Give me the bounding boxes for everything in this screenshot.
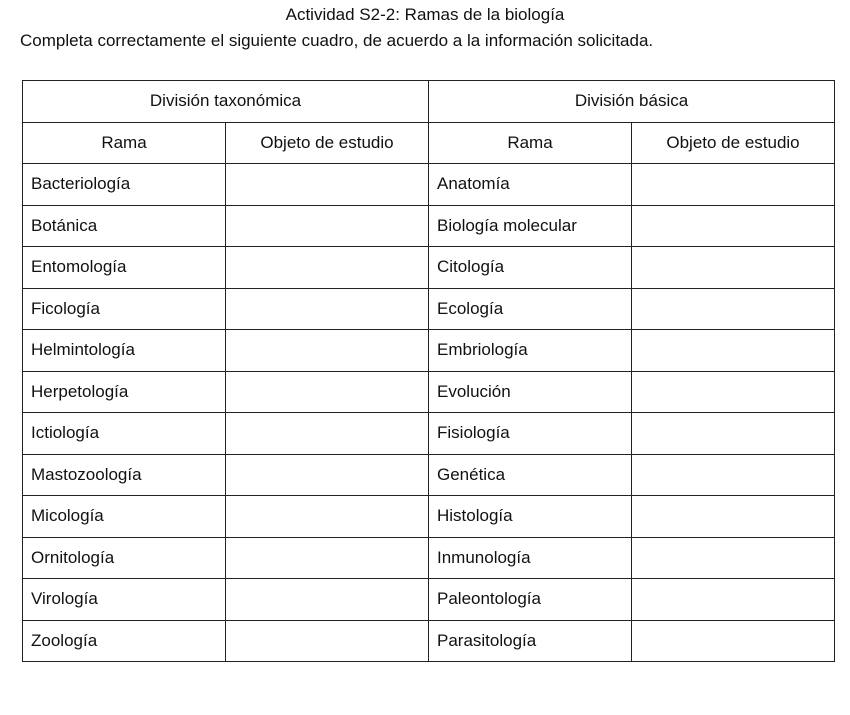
objeto-estudio-basica-cell[interactable] (632, 371, 835, 413)
rama-basica-cell: Biología molecular (429, 205, 632, 247)
objeto-estudio-taxonomica-cell[interactable] (226, 496, 429, 538)
rama-taxonomica-cell: Ficología (23, 288, 226, 330)
rama-taxonomica-cell: Ictiología (23, 413, 226, 455)
column-header-objeto: Objeto de estudio (226, 122, 429, 164)
objeto-estudio-taxonomica-cell[interactable] (226, 537, 429, 579)
objeto-estudio-taxonomica-cell[interactable] (226, 579, 429, 621)
rama-taxonomica-cell: Entomología (23, 247, 226, 289)
table-row (23, 371, 835, 413)
rama-basica-cell: Histología (429, 496, 632, 538)
rama-basica-cell: Fisiología (429, 413, 632, 455)
table-row (23, 247, 835, 289)
rama-basica-cell: Embriología (429, 330, 632, 372)
objeto-estudio-basica-cell[interactable] (632, 454, 835, 496)
rama-basica-cell: Inmunología (429, 537, 632, 579)
group-header-basica: División básica (429, 81, 835, 123)
group-header-taxonomica: División taxonómica (23, 81, 429, 123)
objeto-estudio-basica-cell[interactable] (632, 330, 835, 372)
rama-taxonomica-cell: Bacteriología (23, 164, 226, 206)
objeto-estudio-basica-cell[interactable] (632, 413, 835, 455)
rama-taxonomica-cell: Herpetología (23, 371, 226, 413)
group-header-row (23, 81, 835, 123)
rama-basica-cell: Ecología (429, 288, 632, 330)
objeto-estudio-taxonomica-cell[interactable] (226, 164, 429, 206)
objeto-estudio-taxonomica-cell[interactable] (226, 247, 429, 289)
table-row (23, 413, 835, 455)
rama-basica-cell: Genética (429, 454, 632, 496)
table-row (23, 454, 835, 496)
objeto-estudio-taxonomica-cell[interactable] (226, 454, 429, 496)
rama-basica-cell: Paleontología (429, 579, 632, 621)
objeto-estudio-basica-cell[interactable] (632, 247, 835, 289)
objeto-estudio-basica-cell[interactable] (632, 205, 835, 247)
rama-basica-cell: Evolución (429, 371, 632, 413)
rama-taxonomica-cell: Mastozoología (23, 454, 226, 496)
objeto-estudio-basica-cell[interactable] (632, 164, 835, 206)
rama-basica-cell: Anatomía (429, 164, 632, 206)
rama-basica-cell: Parasitología (429, 620, 632, 662)
table-row (23, 164, 835, 206)
rama-taxonomica-cell: Virología (23, 579, 226, 621)
rama-taxonomica-cell: Micología (23, 496, 226, 538)
objeto-estudio-taxonomica-cell[interactable] (226, 288, 429, 330)
objeto-estudio-taxonomica-cell[interactable] (226, 205, 429, 247)
objeto-estudio-taxonomica-cell[interactable] (226, 371, 429, 413)
objeto-estudio-basica-cell[interactable] (632, 537, 835, 579)
rama-taxonomica-cell: Helmintología (23, 330, 226, 372)
page-title: Actividad S2-2: Ramas de la biología (285, 5, 565, 24)
objeto-estudio-basica-cell[interactable] (632, 579, 835, 621)
objeto-estudio-basica-cell[interactable] (632, 620, 835, 662)
column-header-objeto: Objeto de estudio (632, 122, 835, 164)
table-row (23, 496, 835, 538)
table-row (23, 537, 835, 579)
objeto-estudio-basica-cell[interactable] (632, 288, 835, 330)
rama-taxonomica-cell: Botánica (23, 205, 226, 247)
column-header-rama: Rama (429, 122, 632, 164)
rama-taxonomica-cell: Ornitología (23, 537, 226, 579)
instruction-text: Completa correctamente el siguiente cuadro, de acuerdo a la información solicitada. (20, 31, 654, 50)
table-row (23, 205, 835, 247)
table-row (23, 288, 835, 330)
table-body (23, 164, 835, 662)
column-header-row (23, 122, 835, 164)
objeto-estudio-taxonomica-cell[interactable] (226, 413, 429, 455)
table-row (23, 579, 835, 621)
objeto-estudio-basica-cell[interactable] (632, 496, 835, 538)
table-row (23, 330, 835, 372)
column-header-rama: Rama (23, 122, 226, 164)
branches-table (22, 80, 835, 662)
objeto-estudio-taxonomica-cell[interactable] (226, 620, 429, 662)
objeto-estudio-taxonomica-cell[interactable] (226, 330, 429, 372)
rama-taxonomica-cell: Zoología (23, 620, 226, 662)
rama-basica-cell: Citología (429, 247, 632, 289)
table-row (23, 620, 835, 662)
